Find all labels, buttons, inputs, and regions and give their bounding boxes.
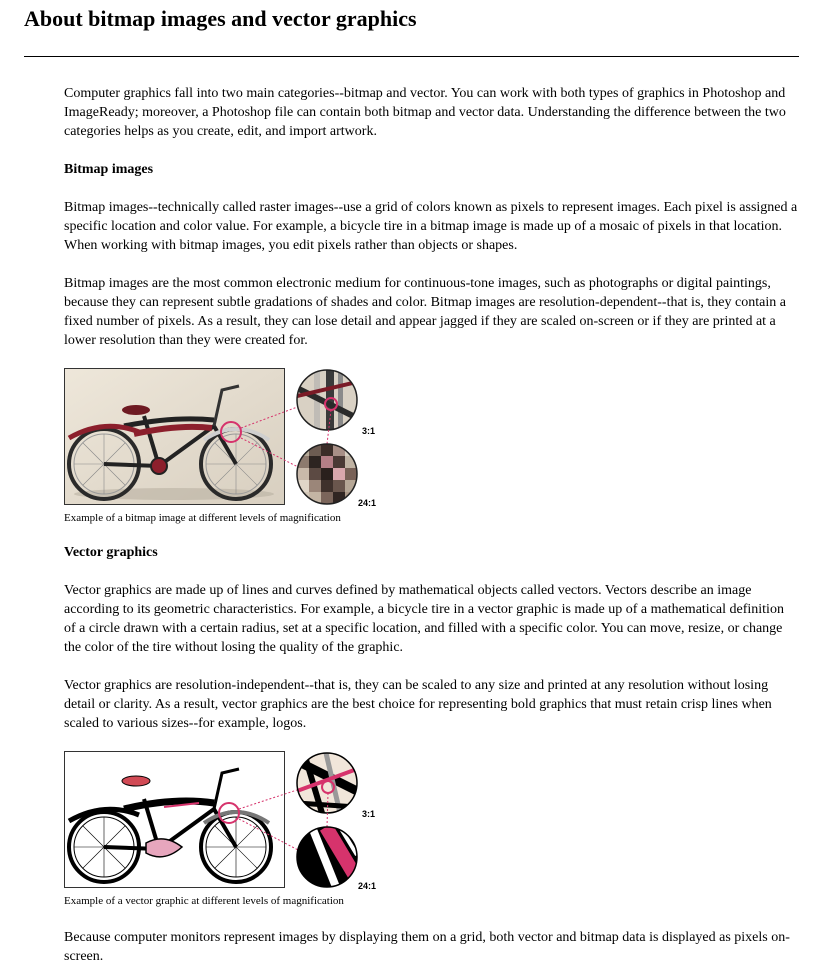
bitmap-photo-frame [65,369,285,505]
vector-heading: Vector graphics [64,545,158,560]
bitmap-mag-24x-label: 24:1 [358,498,377,508]
bitmap-paragraph-1 [64,198,799,255]
page-title: About bitmap images and vector graphics [24,6,417,31]
bitmap-text-2: Bitmap images are the most common electronic medium for continuous-tone images, such as photographs or digital paintings, because they can represent subtle gradations of shades and color. Bitmap images are resolution-dependent--that is, they contain a fixed number of pixels. As a result, they can lose detail and appear jagged if they are scaled on-screen or if they are printed at a lower resolution than they were created for. [64,276,786,348]
vector-mag-24x-label: 24:1 [358,881,377,891]
title-divider [24,56,799,57]
vector-paragraph-1 [64,581,799,657]
bitmap-heading: Bitmap images [64,162,154,177]
bitmap-paragraph-2 [64,274,799,350]
vector-figure-caption: Example of a vector graphic at different levels of magnification [64,895,344,907]
closing-paragraph [64,928,799,966]
bitmap-text-1: Bitmap images--technically called raster images--use a grid of colors known as pixels to represent images. Each pixel is assigned a specific location and color value. For example, a bicycle tire in a bitmap image is made up of a mosaic of pixels in that location. When working with bitmap images, you edit pixels rather than objects or shapes. [64,200,798,253]
bitmap-figure [64,368,404,525]
intro-paragraph [64,84,799,141]
vector-mag-3x-label: 3:1 [362,809,376,819]
closing-text: Because computer monitors represent images by displaying them on a grid, both vector and bitmap data is displayed as pixels on-screen. [64,930,790,964]
vector-illustration [64,751,404,893]
vector-art-frame [65,752,285,888]
vector-text-1: Vector graphics are made up of lines and curves defined by mathematical objects called vectors. Vectors describe an image according to its geometric characteristics. For example, a bicycle tire in a vector graphic is made up of a mathematical definition of a circle drawn with a certain radius, set at a specific location, and filled with a specific color. You can move, resize, or change the color of the tire without losing the quality of the graphic. [64,583,784,655]
vector-paragraph-2 [64,676,799,733]
bitmap-illustration [64,368,404,510]
bitmap-figure-caption: Example of a bitmap image at different levels of magnification [64,512,341,524]
bitmap-mag-3x-label: 3:1 [362,426,376,436]
vector-figure [64,751,404,908]
intro-text: Computer graphics fall into two main categories--bitmap and vector. You can work with both types of graphics in Photoshop and ImageReady; moreover, a Photoshop file can contain both bitmap and vector data. Understanding the difference between the two categories helps as you create, edit, and import artwork. [64,86,786,139]
vector-text-2: Vector graphics are resolution-independent--that is, they can be scaled to any size and printed at any resolution without losing detail or clarity. As a result, vector graphics are the best choice for representing bold graphics that must retain crisp lines when scaled to various sizes--for example, logos. [64,678,772,731]
